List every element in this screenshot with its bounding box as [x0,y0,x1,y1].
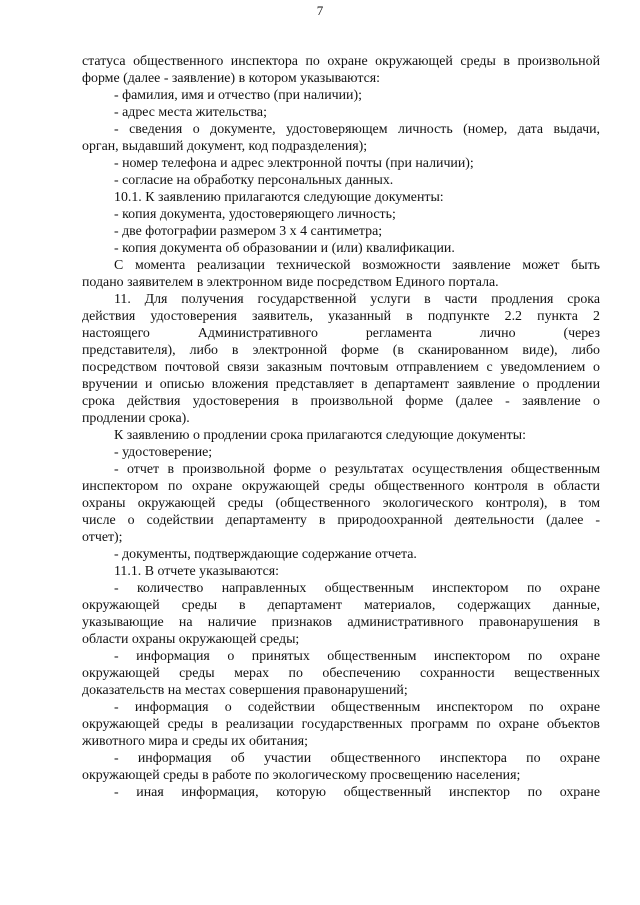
text-line: - копия документа об образовании и (или) квалификации. [114,241,455,256]
text-line: - фамилия, имя и отчество (при наличии); [114,88,362,103]
text-line: указывающие на наличие признаков административного правонарушения в [82,615,600,630]
text-line: - номер телефона и адрес электронной почты (при наличии); [114,156,474,171]
text-line: действия удостоверения заявитель, указанный в подпункте 2.2 пункта 2 [82,309,600,324]
text-line: - адрес места жительства; [114,105,267,120]
text-line: отчет); [82,530,123,545]
text-line: - две фотографии размером 3 х 4 сантиметра; [114,224,383,239]
text-line: - информация о содействии общественным инспектором по охране [114,700,600,715]
text-line: - иная информация, которую общественный инспектор по охране [114,785,600,800]
text-line: - информация об участии общественного инспектора по охране [114,751,600,766]
text-line: вручении и описью вложения представляет в департамент заявление о продлении [82,377,600,392]
text-line: охраны окружающей среды (общественного экологического контроля), в том [82,496,600,511]
text-line: окружающей среды в реализации государственных программ по охране объектов [82,717,600,732]
text-line: 10.1. К заявлению прилагаются следующие документы: [114,190,444,205]
text-line: - информация о принятых общественным инспектором по охране [114,649,600,664]
text-line: продлении срока). [82,411,190,426]
text-line: - отчет в произвольной форме о результатах осуществления общественным [114,462,600,477]
text-line: 11.1. В отчете указываются: [114,564,280,579]
text-line: окружающей среды в департамент материалов, содержащих данные, [82,598,600,613]
text-line: - удостоверение; [114,445,213,460]
text-line: - копия документа, удостоверяющего личность; [114,207,396,222]
page-number: 7 [316,3,324,18]
text-line: животного мира и среды их обитания; [82,734,308,749]
text-line: представителя), либо в электронной форме (в сканированном виде), либо [82,343,600,358]
text-line: 11. Для получения государственной услуги в части продления срока [114,292,600,307]
text-line: форме (далее - заявление) в котором указываются: [82,71,380,86]
text-line: окружающей среды мерах по обеспечению сохранности вещественных [82,666,600,681]
text-line: доказательств на местах совершения правонарушений; [82,683,408,698]
text-line: срока действия удостоверения в произвольной форме (далее - заявление о [82,394,600,409]
text-line: орган, выдавший документ, код подразделения); [82,139,368,154]
text-line: С момента реализации технической возможности заявление может быть [114,258,600,273]
text-line: К заявлению о продлении срока прилагаются следующие документы: [114,428,526,443]
text-line: посредством почтовой связи заказным почтовым отправлением с уведомлением о [82,360,600,375]
text-line: настоящего Административного регламента лично (через [82,326,600,341]
text-line: - сведения о документе, удостоверяющем личность (номер, дата выдачи, [114,122,600,137]
text-line: - согласие на обработку персональных данных. [114,173,394,188]
text-line: окружающей среды в работе по экологическому просвещению населения; [82,768,521,783]
text-line: инспектором по охране окружающей среды общественного контроля в области [82,479,600,494]
text-line: подано заявителем в электронном виде посредством Единого портала. [82,275,499,290]
text-line: - количество направленных общественным инспектором по охране [114,581,600,596]
text-line: числе о содействии департаменту в природоохранной деятельности (далее - [82,513,600,528]
text-line: статуса общественного инспектора по охране окружающей среды в произвольной [82,54,600,69]
text-line: области охраны окружающей среды; [82,632,300,647]
text-line: - документы, подтверждающие содержание отчета. [114,547,417,562]
